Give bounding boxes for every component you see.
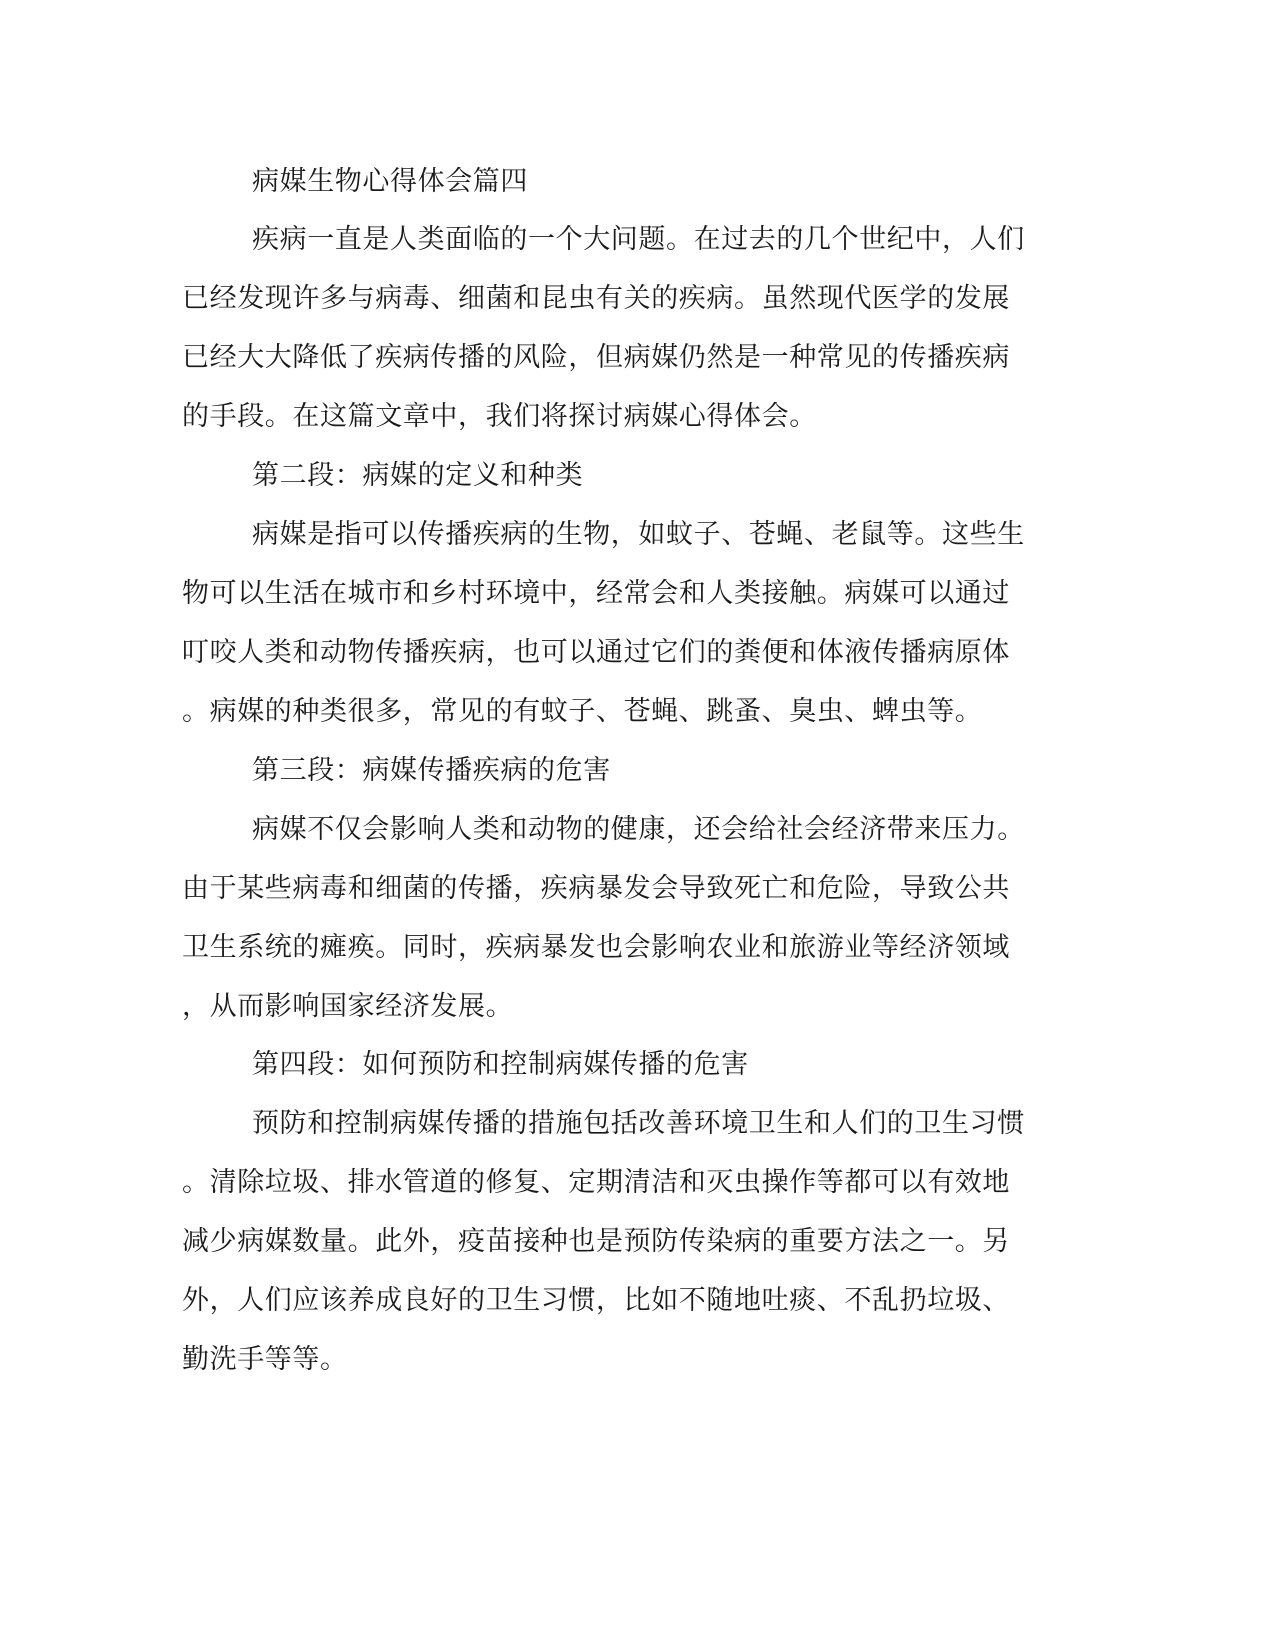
paragraph-2-line-2: 物可以生活在城市和乡村环境中，经常会和人类接触。病媒可以通过 [182,578,1010,609]
paragraph-1-line-4: 的手段。在这篇文章中，我们将探讨病媒心得体会。 [182,401,817,432]
section-heading-2: 第二段：病媒的定义和种类 [252,460,584,491]
paragraph-4-line-5: 勤洗手等等。 [182,1344,348,1375]
paragraph-3-line-4: ，从而影响国家经济发展。 [182,991,514,1022]
paragraph-2-line-1: 病媒是指可以传播疾病的生物，如蚊子、苍蝇、老鼠等。这些生 [252,519,1025,550]
section-heading-3: 第三段：病媒传播疾病的危害 [252,755,611,786]
paragraph-4-line-4: 外，人们应该养成良好的卫生习惯，比如不随地吐痰、不乱扔垃圾、 [182,1285,1010,1316]
paragraph-3-line-1: 病媒不仅会影响人类和动物的健康，还会给社会经济带来压力。 [252,814,1025,845]
paragraph-3-line-3: 卫生系统的瘫痪。同时，疾病暴发也会影响农业和旅游业等经济领域 [182,932,1010,963]
paragraph-2-line-3: 叮咬人类和动物传播疾病，也可以通过它们的粪便和体液传播病原体 [182,637,1010,668]
paragraph-4-line-2: 。清除垃圾、排水管道的修复、定期清洁和灭虫操作等都可以有效地 [182,1167,1010,1198]
paragraph-1-line-1: 疾病一直是人类面临的一个大问题。在过去的几个世纪中，人们 [252,224,1025,255]
paragraph-2-line-4: 。病媒的种类很多，常见的有蚊子、苍蝇、跳蚤、臭虫、蜱虫等。 [182,696,983,727]
paragraph-4-line-1: 预防和控制病媒传播的措施包括改善环境卫生和人们的卫生习惯 [252,1108,1025,1139]
section-heading-4: 第四段：如何预防和控制病媒传播的危害 [252,1049,749,1080]
document-title: 病媒生物心得体会篇四 [252,166,528,197]
paragraph-1-line-2: 已经发现许多与病毒、细菌和昆虫有关的疾病。虽然现代医学的发展 [182,283,1010,314]
paragraph-1-line-3: 已经大大降低了疾病传播的风险，但病媒仍然是一种常见的传播疾病 [182,342,1010,373]
paragraph-4-line-3: 减少病媒数量。此外，疫苗接种也是预防传染病的重要方法之一。另 [182,1226,1010,1257]
paragraph-3-line-2: 由于某些病毒和细菌的传播，疾病暴发会导致死亡和危险，导致公共 [182,873,1010,904]
